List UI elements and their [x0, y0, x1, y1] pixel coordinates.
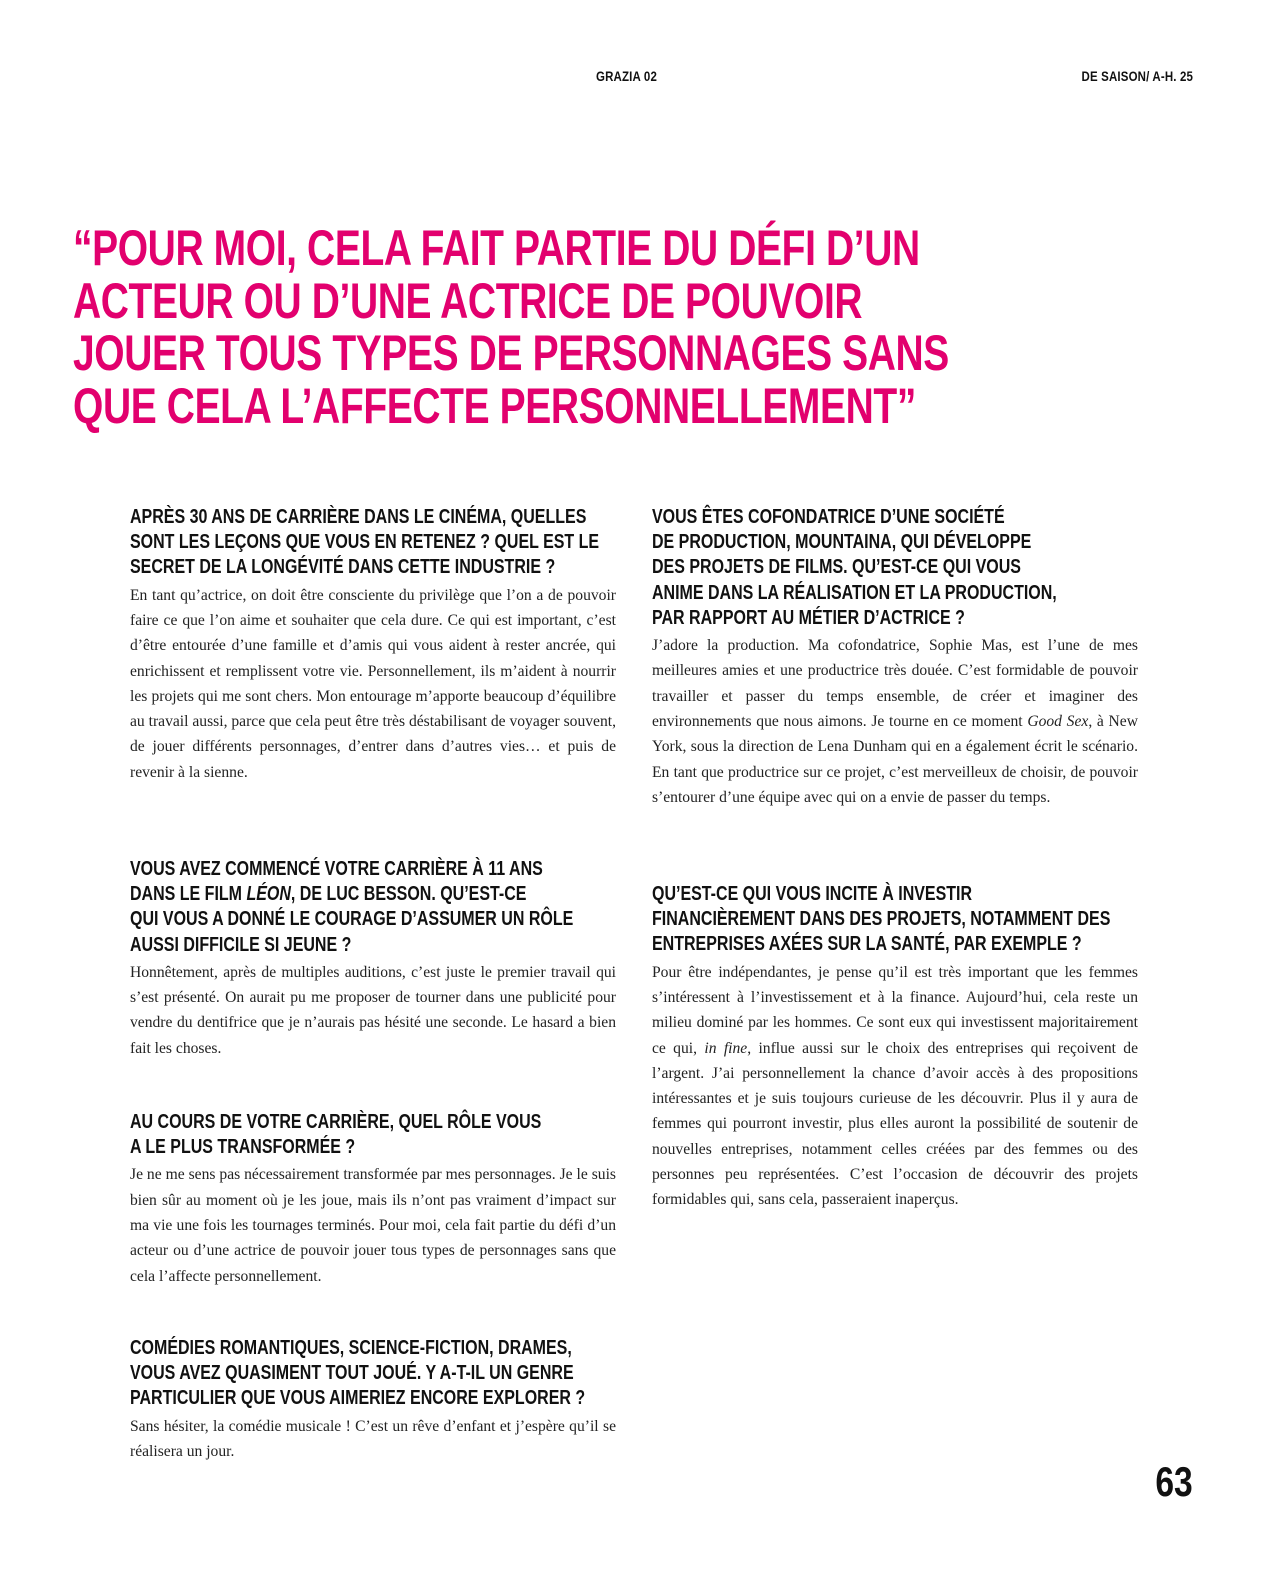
question-line	[130, 1361, 616, 1386]
answer-text: En tant qu’actrice, on doit être consciente du privilège que l’on a de pouvoir faire ce que l’on aime et souhaiter que cela dure. Ce qui est important, c’est d’être entourée d’une famille et d’amis qui vous aident à rester ancrée, qui enrichissent et remplissent votre vie. Personnellement, ils m’aident à nourrir les projets qui me sont chers. Mon entourage m’apporte beaucoup d’équilibre au travail aussi, parce que cela peut être très déstabilisant de voyager souvent, de jouer différents personnages, d’entrer dans d’autres vies… et puis de revenir à la sienne.	[130, 586, 616, 781]
question-line	[130, 1135, 616, 1160]
question-text: AU COURS DE VOTRE CARRIÈRE, QUEL RÔLE VOUS	[130, 1111, 542, 1133]
answer-text: J’adore la production. Ma cofondatrice, Sophie Mas, est l’une de mes meilleures amies et une productrice très douée. C’est formidable de pouvoir travailler et passer du temps ensemble, de créer et imaginer des environnements que nous aimons. Je tourne en ce moment	[652, 637, 1138, 730]
question-line	[652, 932, 1138, 957]
question-text: FINANCIÈREMENT DANS DES PROJETS, NOTAMMENT DES	[652, 908, 1111, 931]
question-line	[130, 907, 616, 932]
question-text: VOUS AVEZ COMMENCÉ VOTRE CARRIÈRE À 11 ANS	[130, 858, 543, 880]
pull-quote	[73, 222, 949, 432]
question-text: APRÈS 30 ANS DE CARRIÈRE DANS LE CINÉMA, QUELLES	[130, 506, 587, 528]
interview-section	[652, 882, 1138, 1213]
question-heading	[652, 882, 1138, 958]
question-line	[652, 555, 1138, 580]
question-heading	[130, 1110, 616, 1160]
question-line	[130, 857, 616, 882]
question-heading	[130, 505, 616, 581]
answer-text: , influe aussi sur le choix des entreprises qui reçoivent de l’argent. J’ai personnellement la chance d’avoir accès à des propositions intéressantes et je suis toujours curieuse de les découvrir. Plus il y aura de femmes qui pourront investir, plus elles auront la possibilité de soutenir de nouvelles entreprises, notamment celles créées par des femmes ou des personnes peu représentées. C’est l’occasion de découvrir des projets formidables qui, sans cela, passeraient inaperçus.	[652, 1039, 1139, 1209]
question-text: , DE LUC BESSON. QU’EST-CE	[290, 883, 527, 906]
question-line	[130, 530, 616, 555]
pull-quote-line: JOUER TOUS TYPES DE PERSONNAGES SANS	[73, 325, 949, 381]
question-text: ENTREPRISES AXÉES SUR LA SANTÉ, PAR EXEMPLE ?	[652, 933, 1082, 956]
answer-paragraph	[130, 1162, 616, 1288]
italic-text: in fine	[704, 1039, 748, 1057]
pull-quote-line: “POUR MOI, CELA FAIT PARTIE DU DÉFI D’UN	[73, 220, 920, 276]
question-text: A LE PLUS TRANSFORMÉE ?	[130, 1136, 356, 1159]
question-text: VOUS ÊTES COFONDATRICE D’UNE SOCIÉTÉ	[652, 506, 1005, 528]
question-heading	[130, 1336, 616, 1412]
question-heading	[652, 505, 1138, 631]
italic-title: LÉON	[246, 883, 291, 906]
question-text: DES PROJETS DE FILMS. QU’EST-CE QUI VOUS	[652, 556, 1021, 579]
question-line	[130, 505, 616, 530]
question-line	[652, 907, 1138, 932]
page-number: 63	[1155, 1458, 1193, 1505]
section-label: DE SAISON/ A-H. 25	[1081, 68, 1193, 84]
answer-paragraph	[130, 1414, 616, 1465]
question-line	[130, 1110, 616, 1135]
question-line	[652, 581, 1138, 606]
question-line	[130, 1336, 616, 1361]
question-line	[130, 933, 616, 958]
question-text: SONT LES LEÇONS QUE VOUS EN RETENEZ ? QUEL EST LE	[130, 531, 600, 554]
question-text: SECRET DE LA LONGÉVITÉ DANS CETTE INDUSTRIE ?	[130, 556, 556, 579]
question-line	[652, 505, 1138, 530]
answer-text: , à New York, sous la direction de Lena Dunham qui en a également écrit le scénario. En tant que productrice sur ce projet, c’est merveilleux de choisir, de pouvoir s’entourer d’une équipe avec qui on a envie de passer du temps.	[652, 712, 1138, 806]
answer-text: Je ne me sens pas nécessairement transformée par mes personnages. Je le suis bien sûr au moment où je les joue, mais ils n’ont pas vraiment d’impact sur ma vie une fois les tournages terminés. Pour moi, cela fait partie du défi d’un acteur ou d’une actrice de pouvoir jouer tous types de personnages sans que cela l’affecte personnellement.	[130, 1166, 616, 1285]
question-text: COMÉDIES ROMANTIQUES, SCIENCE-FICTION, DRAMES,	[130, 1337, 572, 1359]
question-text: DE PRODUCTION, MOUNTAINA, QUI DÉVELOPPE	[652, 531, 1032, 554]
answer-paragraph	[652, 633, 1138, 810]
answer-text: Sans hésiter, la comédie musicale ! C’est un rêve d’enfant et j’espère qu’il se réalisera un jour.	[130, 1417, 616, 1460]
question-heading	[130, 857, 616, 958]
question-line	[652, 606, 1138, 631]
question-line	[130, 555, 616, 580]
magazine-issue: GRAZIA 02	[596, 68, 658, 84]
interview-section	[130, 857, 616, 1061]
interview-section	[130, 1336, 616, 1464]
question-text: AUSSI DIFFICILE SI JEUNE ?	[130, 933, 352, 956]
question-line	[130, 1386, 616, 1411]
question-text: QU’EST-CE QUI VOUS INCITE À INVESTIR	[652, 883, 973, 905]
italic-text: Good Sex	[1027, 712, 1089, 730]
question-text: DANS LE FILM	[130, 883, 247, 906]
question-text: QUI VOUS A DONNÉ LE COURAGE D’ASSUMER UN RÔLE	[130, 908, 574, 931]
interview-section	[652, 505, 1138, 810]
answer-text: Pour être indépendantes, je pense qu’il est très important que les femmes s’intéressent à l’investissement et à la finance. Aujourd’hui, cela reste un milieu dominé par les hommes. Ce sont eux qui investissent majoritairement ce qui,	[652, 963, 1138, 1057]
question-line	[652, 882, 1138, 907]
answer-paragraph	[652, 960, 1138, 1213]
pull-quote-line: ACTEUR OU D’UNE ACTRICE DE POUVOIR	[73, 272, 863, 329]
interview-section	[130, 1110, 616, 1289]
question-text: PARTICULIER QUE VOUS AIMERIEZ ENCORE EXPLORER ?	[130, 1387, 586, 1410]
answer-paragraph	[130, 583, 616, 785]
question-line	[652, 530, 1138, 555]
interview-section	[130, 505, 616, 785]
question-text: VOUS AVEZ QUASIMENT TOUT JOUÉ. Y A-T-IL UN GENRE	[130, 1362, 574, 1385]
question-text: ANIME DANS LA RÉALISATION ET LA PRODUCTION,	[652, 581, 1057, 604]
answer-paragraph	[130, 960, 616, 1061]
answer-text: Honnêtement, après de multiples auditions, c’est juste le premier travail qui s’est présenté. On aurait pu me proposer de tourner dans une publicité pour vendre du dentifrice que je n’aurais pas hésité une seconde. Le hasard a bien fait les choses.	[130, 963, 616, 1057]
question-text: PAR RAPPORT AU MÉTIER D’ACTRICE ?	[652, 606, 965, 629]
pull-quote-line: QUE CELA L’AFFECTE PERSONNELLEMENT”	[73, 377, 916, 434]
question-line	[130, 882, 616, 907]
